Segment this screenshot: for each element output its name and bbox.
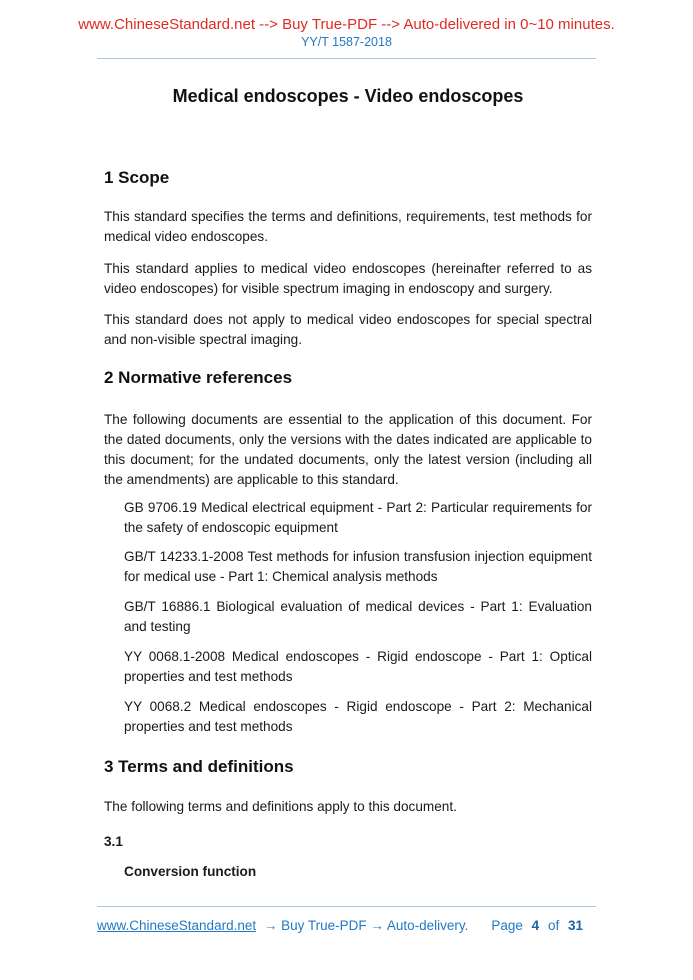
reference-item: GB/T 14233.1-2008 Test methods for infusion transfusion injection equipment for medical use - Part 1: Chemical analysis methods: [124, 549, 592, 584]
paragraph: This standard applies to medical video endoscopes (hereinafter referred to as video endoscopes) for visible spectrum imaging in endoscopy and surgery.: [104, 261, 592, 296]
footer-delivery-text: → Buy True-PDF → Auto-delivery.: [263, 918, 469, 933]
reference-item: GB/T 16886.1 Biological evaluation of medical devices - Part 1: Evaluation and testing: [124, 599, 592, 634]
footer-left: [97, 916, 468, 936]
page-indicator: [489, 916, 586, 936]
reference-item: GB 9706.19 Medical electrical equipment - Part 2: Particular requirements for the safety of endoscopic equipment: [124, 500, 592, 535]
document-body: [104, 66, 592, 882]
section-heading-normative-references: 2 Normative references: [104, 368, 293, 387]
paragraph: The following documents are essential to the application of this document. For the dated documents, only the versions with the dates indicated are applicable to this document; for the undated documents, only the latest version (including all the amendments) are applicable to this standard.: [104, 412, 592, 487]
paragraph: The following terms and definitions apply to this document.: [104, 799, 457, 814]
reference-item: YY 0068.1-2008 Medical endoscopes - Rigid endoscope - Part 1: Optical properties and test methods: [124, 649, 592, 684]
page-label: Page: [491, 918, 523, 933]
footer: [97, 916, 586, 936]
header-divider: [97, 58, 596, 59]
footer-site-link[interactable]: www.ChineseStandard.net: [97, 918, 257, 933]
of-label: of: [547, 918, 560, 933]
reference-item: YY 0068.2 Medical endoscopes - Rigid endoscope - Part 2: Mechanical properties and test methods: [124, 699, 592, 734]
paragraph: This standard does not apply to medical video endoscopes for special spectral and non-visible spectral imaging.: [104, 312, 592, 347]
paragraph: This standard specifies the terms and definitions, requirements, test methods for medical video endoscopes.: [104, 209, 592, 244]
document-title: Medical endoscopes - Video endoscopes: [172, 86, 524, 106]
section-heading-scope: 1 Scope: [104, 168, 170, 187]
page-total: 31: [567, 918, 583, 933]
section-heading-terms-definitions: 3 Terms and definitions: [104, 757, 294, 776]
page-current: 4: [531, 918, 540, 933]
term-name: Conversion function: [124, 864, 257, 879]
footer-divider: [97, 906, 596, 907]
standard-code: YY/T 1587-2018: [301, 35, 392, 49]
term-number: 3.1: [104, 834, 123, 849]
promo-link[interactable]: www.ChineseStandard.net --> Buy True-PDF --> Auto-delivered in 0~10 minutes.: [78, 16, 615, 33]
